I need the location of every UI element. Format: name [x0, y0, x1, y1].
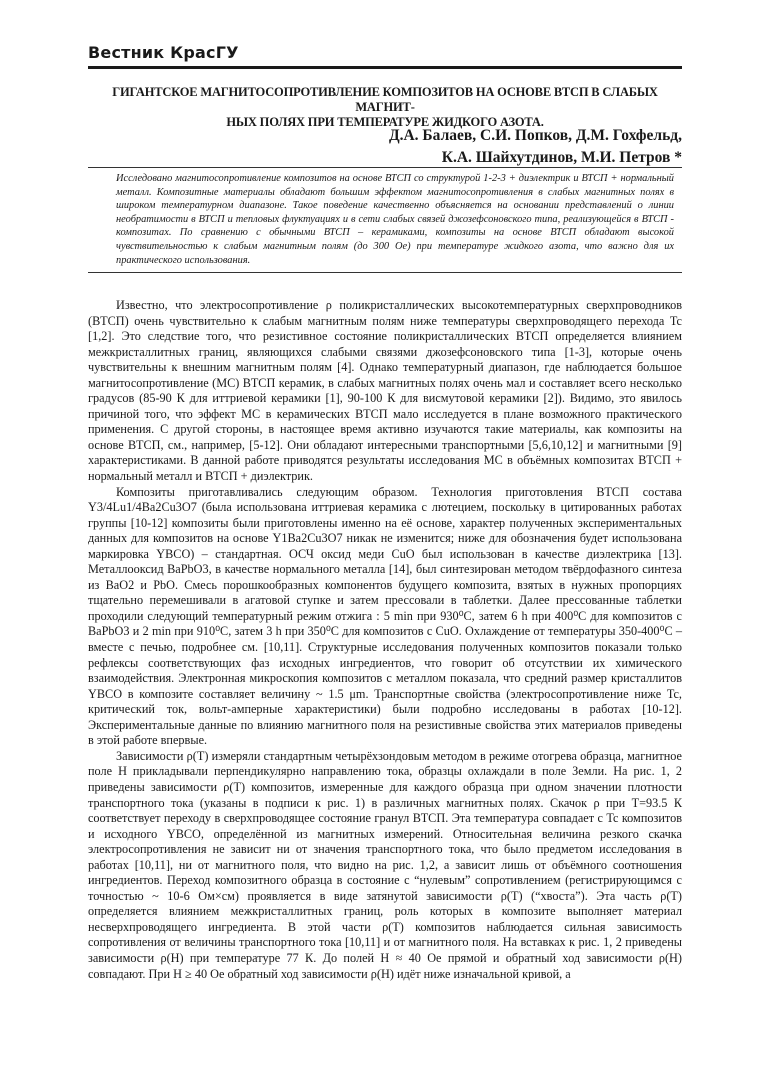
authors-line-1: Д.А. Балаев, С.И. Попков, Д.М. Гохфельд, [388, 127, 682, 144]
title-line-1: ГИГАНТСКОЕ МАГНИТОСОПРОТИВЛЕНИЕ КОМПОЗИТОВ НА ОСНОВЕ ВТСП В СЛАБЫХ МАГНИТ- [112, 85, 658, 114]
header-rule [88, 66, 682, 69]
article-body [88, 298, 682, 982]
journal-name: Вестник КрасГУ [88, 43, 239, 62]
paragraph-preparation: Композиты приготавливались следующим образом. Технология приготовления ВТСП состава Y3/4Lu1/4Ba2Cu3O7 (была использована иттриевая керамика с лютецием, поскольку в цитированных работах группы [10-12] композиты были приготовлены именно на её основе, характер полученных экспериментальных данных для композитов на основе Y1Ba2Cu3O7 никак не изменится; ниже для обозначения будет использована маркировка YBCO) – стандартная. ОСЧ оксид меди CuO был использован в качестве диэлектрика [13]. Металлооксид BaPbO3, в качестве нормального металла [14], был синтезирован методом твёрдофазного синтеза из BaO2 и PbO. Смесь порошкообразных компонентов будущего композита, взятых в нужных пропорциях тщательно перемешивали в агатовой ступке и затем прессовали в таблетки. Далее прессованные таблетки проходили следующий температурный режим отжига : 5 min при 930⁰С, затем 6 h при 400⁰С для композитов с BaPbO3 и 2 min при 910⁰С, затем 3 h при 350⁰С для композитов с CuO. Охлаждение от температуры 350-400⁰С – вместе с печью, подробнее см. [10,11]. Структурные исследования полученных композитов показали только рефлексы соответствующих фаз исходных ингредиентов, что говорит об отсутствии их химического взаимодействия. Электронная микроскопия композитов с металлом показала, что средний размер кристаллитов YBCO в композите составляет величину ~ 1.5 μm. Транспортные свойства (электросопротивление ниже Tc, критический ток, вольт-амперные характеристики) были подробно исследованы в работах [10-12]. Экспериментальные данные по влиянию магнитного поля на резистивные свойства этих материалов приведены в этой работе впервые. [88, 484, 682, 748]
abstract: Исследовано магнитосопротивление композитов на основе ВТСП со структурой 1-2-3 + диэлектрик и ВТСП + нормальный металл. Композитные материалы обладают большим эффектом магнитосопротивления в слабых магнитных полях в широком температурном диапазоне. Такое поведение качественно объясняется на основании представлений о линии необратимости в ВТСП и тепловых флуктуациях и в сети слабых связей джозефсоновского типа, реализующейся в ВТСП - композитах. По сравнению с обычными ВТСП – керамиками, композиты на основе ВТСП обладают высокой чувствительностью к слабым магнитным полям (до 300 Ое) при температуре жидкого азота, что важно для их практического использования. [88, 167, 682, 273]
article-title [88, 85, 682, 130]
title-line-2: НЫХ ПОЛЯХ ПРИ ТЕМПЕРАТУРЕ ЖИДКОГО АЗОТА. [226, 115, 544, 129]
paragraph-measurements: Зависимости ρ(T) измеряли стандартным четырёхзондовым методом в режиме отогрева образца, магнитное поле H прикладывали перпендикулярно направлению тока, образцы охлаждали в поле Земли. На рис. 1, 2 приведены зависимости ρ(T) композитов, измеренные для каждого образца при одном значении плотности транспортного тока (указаны в подписи к рис. 1) в различных магнитных полях. Скачок ρ при T=93.5 К соответствует переходу в сверхпроводящее состояние гранул ВТСП. Эта температура совпадает с Tc композитов и исходного YBCO, определённой из магнитных измерений. Относительная величина резкого скачка электросопротивления не зависит ни от значения транспортного тока, что было предметом исследования в работах [10,11], ни от магнитного поля, что видно на рис. 1,2, а зависит лишь от объёмного соотношения ингредиентов. Переход композитного образца в состояние с “нулевым” сопротивлением (регистрирующимся с точностью ~ 10-6 Ом×см) проявляется в виде затянутой зависимости ρ(T) (“хвоста”). Эта часть ρ(T) определяется влиянием межкристаллитных границ, роль которых в композите выполняет материал несверхпроводящего ингредиента. В этой части ρ(T) композитов наблюдается сильная зависимость сопротивления от величины транспортного тока [10,11] и от магнитного поля. На вставках к рис. 1, 2 приведены зависимости ρ(H) при температуре 77 К. До полей H ≈ 40 Ое прямой и обратный ход зависимости ρ(H) совпадают. При H ≥ 40 Ое обратный ход зависимости ρ(H) идёт ниже изначальной кривой, а [88, 748, 682, 981]
author-list [122, 125, 682, 169]
paragraph-intro: Известно, что электросопротивление ρ поликристаллических высокотемпературных сверхпроводников (ВТСП) очень чувствительно к слабым магнитным полям ниже температуры сверхпроводящего перехода Tc [1,2]. Это следствие того, что резистивное состояние поликристаллических ВТСП определяется влиянием межкристаллитных границ, являющихся слабыми связями джозефсоновского типа [1-3], которые очень чувствительны к внешним магнитным полям [4]. Однако температурный диапазон, где наблюдается большое магнитосопротивление (МС) ВТСП керамик, в слабых магнитных полях очень мал и составляет всего несколько градусов (85-90 К для иттриевой керамики [1], 90-100 К для висмутовой керамики [2]). Видимо, это явилось причиной того, что эффект МС в керамических ВТСП мало исследуется в плане возможного практического применения. С другой стороны, в настоящее время активно изучаются такие материалы, как композиты на основе ВТСП, см., например, [5-12]. Они обладают интересными транспортными [5,6,10,12] и магнитными [9] характеристиками. В данной работе приводятся результаты исследования МС в объёмных композитах ВТСП + нормальный металл и ВТСП + диэлектрик. [88, 298, 682, 484]
authors-line-2: К.А. Шайхутдинов, М.И. Петров * [441, 149, 682, 166]
